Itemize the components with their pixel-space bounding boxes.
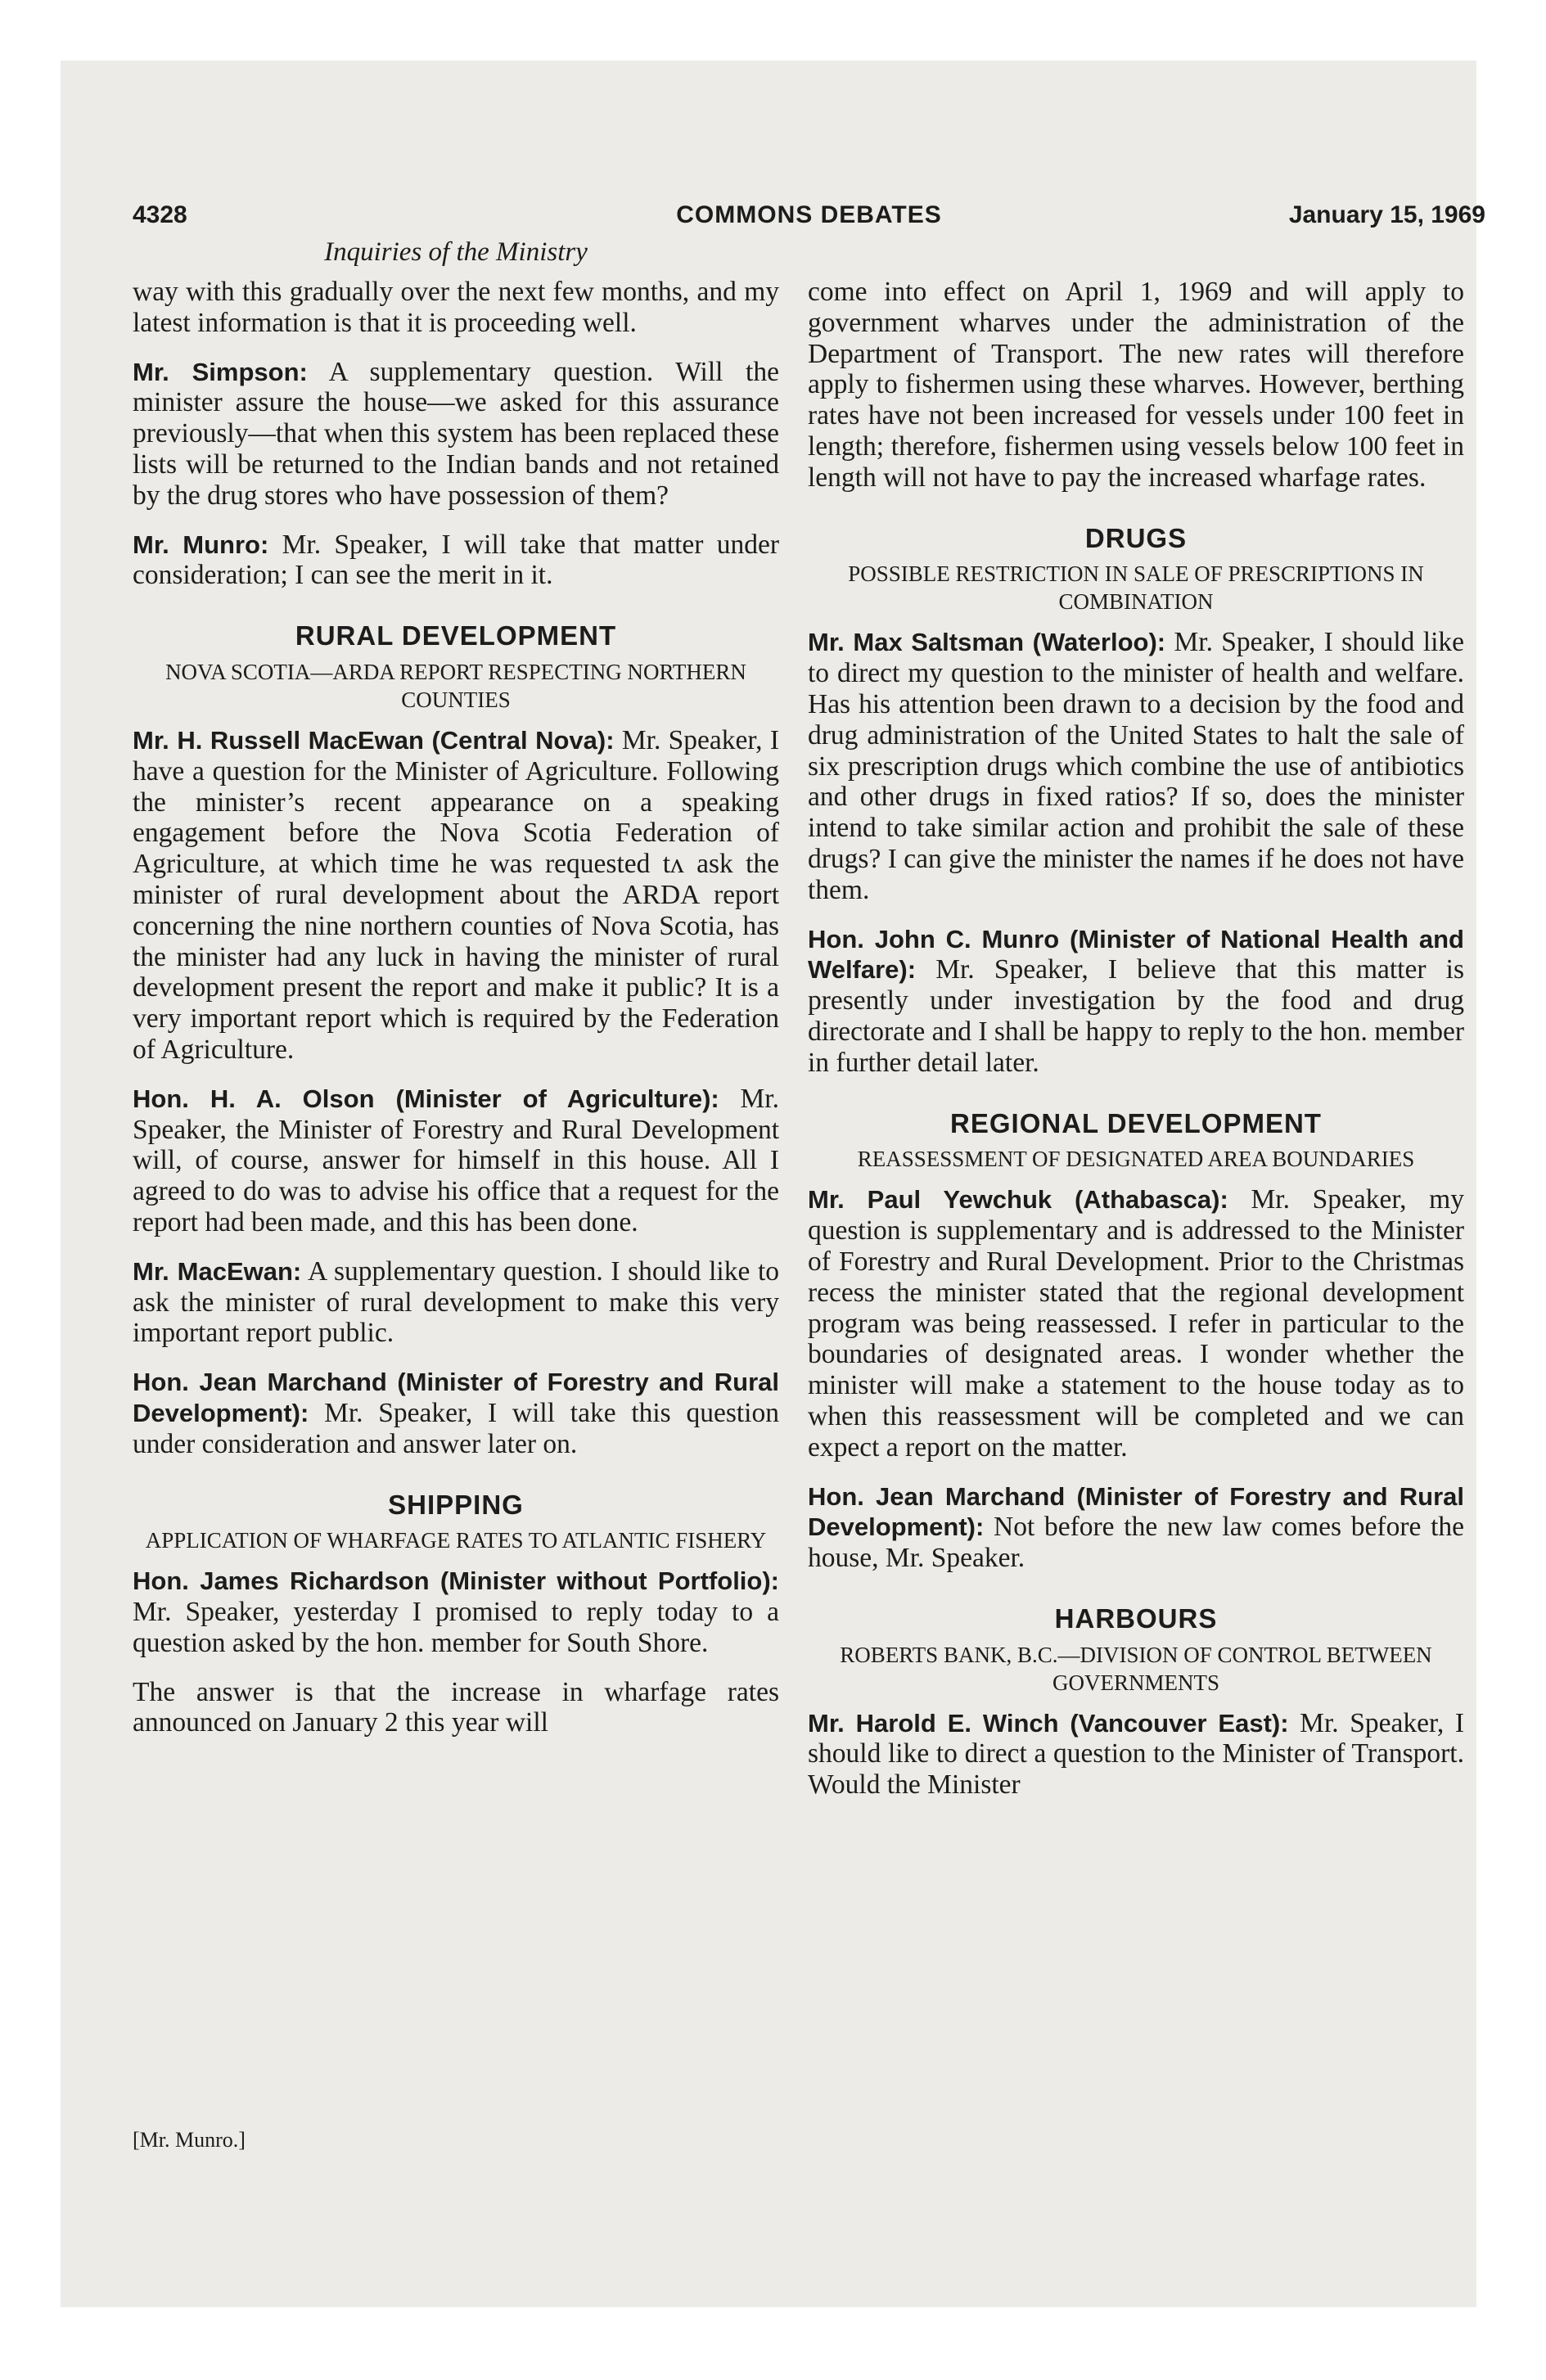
speech-text: Mr. Speaker, yesterday I promised to reply today to a question asked by the hon. member for South Shore. (133, 1597, 779, 1658)
page-number: 4328 (133, 201, 187, 228)
speaker-name: Hon. John C. Munro (Minister of National Health and Welfare): (808, 924, 1464, 985)
speech (133, 1256, 779, 1349)
speech (133, 1084, 779, 1238)
speech-text: Not before the new law comes before the house, Mr. Speaker. (808, 1512, 1464, 1574)
issue-date: January 15, 1969 (1288, 201, 1485, 228)
publication-title: COMMONS DEBATES (676, 201, 942, 228)
section-heading: DRUGS (1084, 522, 1188, 553)
section-subheader: Inquiries of the Ministry (324, 237, 588, 267)
speech-text: Mr. Speaker, my question is supplementary and is addressed to the Minister of Forestry and Rural Development. Prior to the Christmas recess the minister stated that the regional development program was being reassessed. I refer in particular to the boundaries of designated areas. I wonder whether the minister will make a statement to the house today as to when this reassessment will be completed and we can expect a report on the matter. (808, 1184, 1464, 1463)
speech-text: Mr. Speaker, I should like to direct my question to the minister of health and welfare. Has his attention been drawn to a decision by the food and drug administration of the United States to halt the sale of six prescription drugs which combine the use of antibiotics and other drugs in fixed ratios? If so, does the minister intend to take similar action and prohibit the sale of these drugs? I can give the minister the names if he does not have them. (808, 627, 1464, 905)
speech (133, 530, 779, 592)
speech-text: Mr. Speaker, I will take that matter under consideration; I can see the merit in it. (133, 529, 780, 591)
speech (808, 1184, 1464, 1463)
speaker-name: Mr. MacEwan: (133, 1256, 302, 1286)
section-subheading: REASSESSMENT OF DESIGNATED AREA BOUNDARIES (857, 1147, 1415, 1172)
speech (808, 1708, 1464, 1801)
speech-text: Mr. Speaker, I should like to direct a question to the Minister of Transport. Would the Minister (808, 1707, 1464, 1801)
speaker-name: Hon. James Richardson (Minister without Portfolio): (133, 1566, 779, 1596)
speaker-name: Mr. Paul Yewchuk (Athabasca): (808, 1185, 1228, 1215)
speech-text: A supplementary question. I should like to ask the minister of rural development to make this very important report public. (133, 1255, 780, 1349)
speech-text: A supplementary question. Will the minister assure the house—we asked for this assurance previously—that when this system has been replaced these lists will be returned to the Indian bands and not retained by the drug stores who have possession of them? (133, 356, 779, 511)
speech (808, 627, 1464, 905)
footer-note: [Mr. Munro.] (133, 2128, 246, 2152)
speaker-name: Mr. Harold E. Winch (Vancouver East): (808, 1708, 1289, 1738)
section-subheading: APPLICATION OF WHARFAGE RATES TO ATLANTIC FISHERY (145, 1528, 767, 1553)
section-heading: RURAL DEVELOPMENT (295, 620, 617, 651)
speech (133, 1367, 779, 1459)
section-heading: HARBOURS (1054, 1602, 1218, 1634)
section-heading: SHIPPING (388, 1489, 524, 1520)
paragraph: way with this gradually over the next few months, and my latest information is that it is proceeding well. (133, 277, 779, 338)
speaker-name: Mr. Munro: (133, 530, 269, 559)
speech (133, 1566, 779, 1658)
speaker-name: Mr. Max Saltsman (Waterloo): (808, 628, 1166, 657)
right-column (808, 277, 1464, 1819)
speech (808, 1481, 1464, 1574)
speech (133, 357, 779, 512)
speaker-name: Mr. Simpson: (133, 357, 308, 386)
left-column (133, 277, 779, 1756)
section-heading: REGIONAL DEVELOPMENT (950, 1107, 1322, 1138)
section-subheading: NOVA SCOTIA—ARDA REPORT RESPECTING NORTHERN COUNTIES (165, 659, 746, 712)
speech-text: Mr. Speaker, I have a question for the Minister of Agriculture. Following the minister’s recent appearance on a speaking engagement before the Nova Scotia Federation of Agriculture, at which time he was requested tʌ ask the minister of rural development about the ARDA report concerning the nine northern counties of Nova Scotia, has the minister had any luck in having the minister of rural development present the report and make it public? It is a very important report which is required by the Federation of Agriculture. (133, 724, 779, 1065)
running-head (133, 201, 1485, 236)
paragraph: The answer is that the increase in wharfage rates announced on January 2 this year will (133, 1676, 779, 1738)
speaker-name: Hon. Jean Marchand (Minister of Forestry and Rural Development): (808, 1481, 1464, 1542)
speech-text: Mr. Speaker, I believe that this matter is presently under investigation by the food and drug directorate and I shall be happy to reply to the hon. member in further detail later. (808, 954, 1464, 1078)
speech-text: Mr. Speaker, the Minister of Forestry and Rural Development will, of course, answer for himself in this house. All I agreed to do was to advise his office that a request for the report had been made, and this has been done. (133, 1083, 779, 1237)
paragraph: come into effect on April 1, 1969 and will apply to government wharves under the administration of the Department of Transport. The new rates will therefore apply to fishermen using these wharves. However, berthing rates have not been increased for vessels under 100 feet in length; therefore, fishermen using vessels below 100 feet in length will not have to pay the increased wharfage rates. (808, 277, 1464, 493)
speech (133, 725, 779, 1066)
section-subheading: POSSIBLE RESTRICTION IN SALE OF PRESCRIPTIONS IN COMBINATION (848, 561, 1424, 615)
speech (808, 924, 1464, 1079)
speech-text: Mr. Speaker, I will take this question under consideration and answer later on. (133, 1397, 779, 1459)
section-subheading: ROBERTS BANK, B.C.—DIVISION OF CONTROL BETWEEN GOVERNMENTS (840, 1642, 1432, 1695)
speaker-name: Mr. H. Russell MacEwan (Central Nova): (133, 725, 615, 755)
speaker-name: Hon. Jean Marchand (Minister of Forestry and Rural Development): (133, 1368, 779, 1427)
speaker-name: Hon. H. A. Olson (Minister of Agriculture): (133, 1084, 719, 1113)
